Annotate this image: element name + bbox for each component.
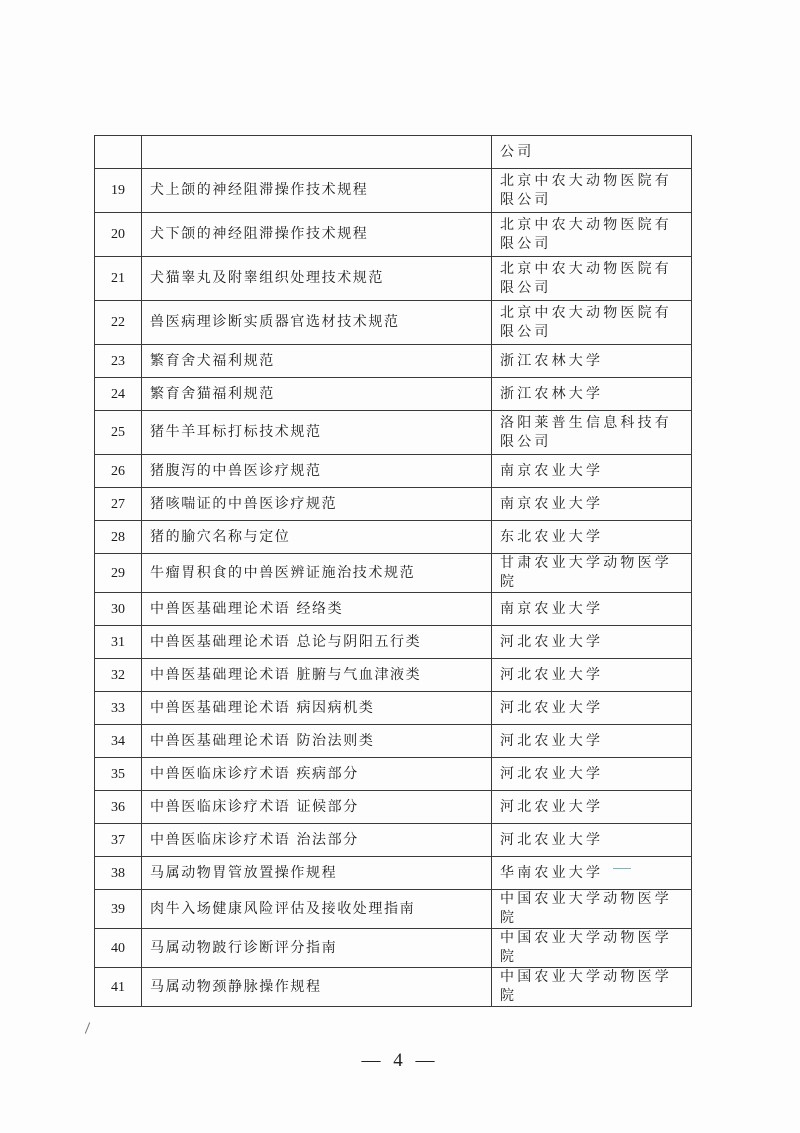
page-number: — 4 —	[361, 1050, 439, 1071]
drafting-organization: 南京农业大学	[492, 455, 692, 488]
standard-name: 马属动物跛行诊断评分指南	[142, 929, 492, 968]
drafting-organization: 北京中农大动物医院有限公司	[492, 213, 692, 257]
drafting-organization: 浙江农林大学	[492, 378, 692, 411]
row-number: 38	[95, 857, 142, 890]
standard-name: 中兽医基础理论术语 病因病机类	[142, 692, 492, 725]
table-row	[95, 169, 692, 213]
table-row	[95, 411, 692, 455]
drafting-organization: 河北农业大学	[492, 725, 692, 758]
drafting-organization: 浙江农林大学	[492, 345, 692, 378]
standard-name: 中兽医基础理论术语 脏腑与气血津液类	[142, 659, 492, 692]
standard-name: 繁育舍猫福利规范	[142, 378, 492, 411]
row-number: 27	[95, 488, 142, 521]
drafting-organization: 河北农业大学	[492, 626, 692, 659]
standard-name: 肉牛入场健康风险评估及接收处理指南	[142, 890, 492, 929]
row-number: 29	[95, 554, 142, 593]
drafting-organization: 北京中农大动物医院有限公司	[492, 169, 692, 213]
table-row	[95, 791, 692, 824]
table-row	[95, 554, 692, 593]
row-number: 25	[95, 411, 142, 455]
standard-name: 犬下颌的神经阻滞操作技术规程	[142, 213, 492, 257]
standard-name: 犬上颌的神经阻滞操作技术规程	[142, 169, 492, 213]
table-row	[95, 488, 692, 521]
standard-name: 中兽医临床诊疗术语 治法部分	[142, 824, 492, 857]
row-number	[95, 136, 142, 169]
row-number: 24	[95, 378, 142, 411]
row-number: 23	[95, 345, 142, 378]
standard-name: 中兽医基础理论术语 防治法则类	[142, 725, 492, 758]
table-row	[95, 136, 692, 169]
standard-name: 马属动物胃管放置操作规程	[142, 857, 492, 890]
table-row	[95, 257, 692, 301]
row-number: 28	[95, 521, 142, 554]
table-row	[95, 929, 692, 968]
drafting-organization: 东北农业大学	[492, 521, 692, 554]
drafting-organization: 北京中农大动物医院有限公司	[492, 301, 692, 345]
row-number: 41	[95, 968, 142, 1007]
row-number: 22	[95, 301, 142, 345]
row-number: 39	[95, 890, 142, 929]
row-number: 19	[95, 169, 142, 213]
standard-name: 中兽医临床诊疗术语 证候部分	[142, 791, 492, 824]
standard-name: 中兽医基础理论术语 总论与阴阳五行类	[142, 626, 492, 659]
row-number: 21	[95, 257, 142, 301]
scan-mark	[85, 1022, 90, 1034]
standard-name: 犬猫睾丸及附睾组织处理技术规范	[142, 257, 492, 301]
row-number: 34	[95, 725, 142, 758]
drafting-organization: 中国农业大学动物医学院	[492, 890, 692, 929]
drafting-organization: 中国农业大学动物医学院	[492, 968, 692, 1007]
table-row	[95, 890, 692, 929]
drafting-organization: 河北农业大学	[492, 692, 692, 725]
drafting-organization: 甘肃农业大学动物医学院	[492, 554, 692, 593]
drafting-organization: 中国农业大学动物医学院	[492, 929, 692, 968]
table-row	[95, 213, 692, 257]
row-number: 40	[95, 929, 142, 968]
table-row	[95, 725, 692, 758]
table-row	[95, 455, 692, 488]
row-number: 31	[95, 626, 142, 659]
table-row	[95, 626, 692, 659]
standard-name: 猪的腧穴名称与定位	[142, 521, 492, 554]
table-row	[95, 345, 692, 378]
table-row	[95, 521, 692, 554]
standard-name: 中兽医基础理论术语 经络类	[142, 593, 492, 626]
table-row	[95, 968, 692, 1007]
drafting-organization: 华南农业大学	[492, 857, 692, 890]
table-row	[95, 857, 692, 890]
drafting-organization: 河北农业大学	[492, 791, 692, 824]
row-number: 32	[95, 659, 142, 692]
drafting-organization: 河北农业大学	[492, 824, 692, 857]
drafting-organization: 北京中农大动物医院有限公司	[492, 257, 692, 301]
standard-name: 马属动物颈静脉操作规程	[142, 968, 492, 1007]
standard-name	[142, 136, 492, 169]
row-number: 37	[95, 824, 142, 857]
drafting-organization: 洛阳莱普生信息科技有限公司	[492, 411, 692, 455]
drafting-organization: 河北农业大学	[492, 758, 692, 791]
table-row	[95, 692, 692, 725]
table-row	[95, 758, 692, 791]
table-row	[95, 593, 692, 626]
table-row	[95, 378, 692, 411]
standard-name: 兽医病理诊断实质器官选材技术规范	[142, 301, 492, 345]
drafting-organization: 南京农业大学	[492, 593, 692, 626]
table-row	[95, 824, 692, 857]
standard-name: 猪牛羊耳标打标技术规范	[142, 411, 492, 455]
row-number: 30	[95, 593, 142, 626]
scan-mark	[613, 868, 631, 869]
table-row	[95, 301, 692, 345]
row-number: 26	[95, 455, 142, 488]
drafting-organization: 河北农业大学	[492, 659, 692, 692]
drafting-organization: 公司	[492, 136, 692, 169]
row-number: 36	[95, 791, 142, 824]
standard-name: 猪咳喘证的中兽医诊疗规范	[142, 488, 492, 521]
standard-name: 繁育舍犬福利规范	[142, 345, 492, 378]
standard-name: 猪腹泻的中兽医诊疗规范	[142, 455, 492, 488]
table-row	[95, 659, 692, 692]
standards-table	[94, 135, 692, 1007]
row-number: 35	[95, 758, 142, 791]
standard-name: 牛瘤胃积食的中兽医辨证施治技术规范	[142, 554, 492, 593]
row-number: 20	[95, 213, 142, 257]
standard-name: 中兽医临床诊疗术语 疾病部分	[142, 758, 492, 791]
row-number: 33	[95, 692, 142, 725]
drafting-organization: 南京农业大学	[492, 488, 692, 521]
